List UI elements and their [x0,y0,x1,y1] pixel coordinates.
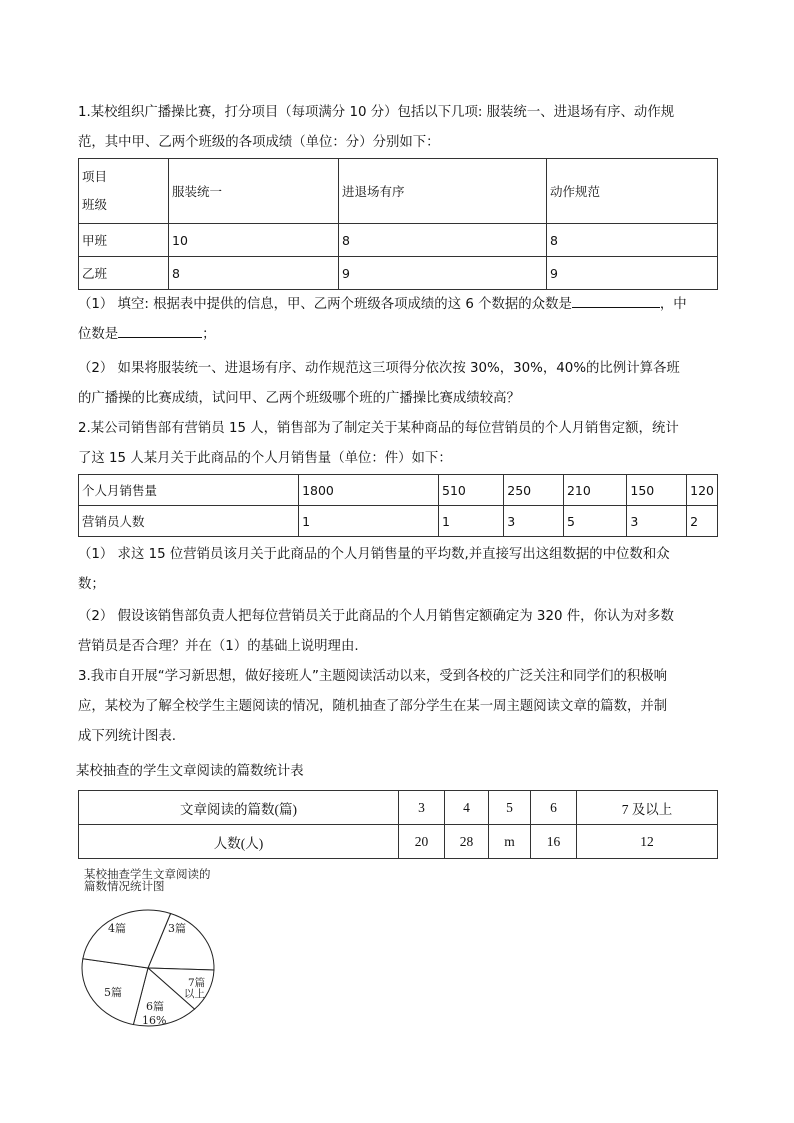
header-cell: 进退场有序 [339,159,547,224]
pie-svg [78,892,238,1042]
row-label: 营销员人数 [79,506,299,537]
q1-sub1-line2: 位数是 ； [78,320,718,350]
table-cell: 28 [445,825,489,859]
row-label: 文章阅读的篇数(篇) [79,791,399,825]
pie-chart [78,868,238,1042]
table-row [79,506,718,537]
q2-sub1-line1: （1） 求这 15 位营销员该月关于此商品的个人月销售量的平均数,并直接写出这组数据的中位数和众 [78,547,670,562]
answer-blank-median[interactable] [118,323,202,338]
q2-sub1-line2: 数； [78,577,105,592]
table-cell: 9 [547,257,718,290]
q1-stem-line2: 范，其中甲、乙两个班级的各项成绩（单位：分）分别如下： [78,135,440,150]
corner-bottom-label: 班级 [82,197,108,212]
header-cell: 服装统一 [169,159,339,224]
slice-label-3: 3篇 [168,922,186,935]
table-cell: 20 [399,825,445,859]
q3-stem-line3: 成下列统计图表. [78,729,176,744]
table-cell: 1800 [299,475,439,506]
row-label: 乙班 [79,257,169,290]
table-cell: 8 [547,224,718,257]
slice-label-5: 5篇 [104,986,122,999]
row-label: 甲班 [79,224,169,257]
q3-stem-line1: 3.我市自开展“学习新思想，做好接班人”主题阅读活动以来，受到各校的广泛关注和同学们的积极响 [78,669,668,684]
corner-top-label: 项目 [82,169,108,184]
table-row [79,224,718,257]
table-cell: 7 及以上 [577,791,718,825]
table-cell: 3 [627,506,687,537]
q2-stem-line1: 2.某公司销售部有营销员 15 人，销售部为了制定关于某种商品的每位营销员的个人月销售定额，统计 [78,421,679,436]
worksheet [78,98,718,859]
table-cell: 10 [169,224,339,257]
slice-label-6-line2: 16% [142,1014,167,1027]
table-row [79,825,718,859]
corner-cell [79,159,169,224]
q2-sub2-line2: 营销员是否合理？并在（1）的基础上说明理由. [78,639,359,654]
q2-sub2-line1: （2） 假设该销售部负责人把每位营销员关于此商品的个人月销售定额确定为 320 件，你认为对多数 [78,609,674,624]
q2-stem-line2: 了这 15 人某月关于此商品的个人月销售量（单位：件）如下： [78,451,452,466]
table-cell: 1 [439,506,504,537]
table-row [79,475,718,506]
table-cell: m [489,825,531,859]
table-cell: 5 [563,506,626,537]
table-cell: 8 [169,257,339,290]
chart-title-line2: 篇数情况统计图 [84,879,165,893]
table-cell: 3 [504,506,564,537]
table-cell: 150 [627,475,687,506]
table-cell: 4 [445,791,489,825]
row-label: 个人月销售量 [79,475,299,506]
table-cell: 8 [339,224,547,257]
table-cell: 3 [399,791,445,825]
q3-table-caption: 某校抽查的学生文章阅读的篇数统计表 [76,764,304,779]
answer-blank-mode[interactable] [572,293,660,308]
slice-label-6-line1: 6篇 [146,1000,164,1013]
table-cell: 9 [339,257,547,290]
q3-reading-table [78,790,718,859]
q1-score-table [78,158,718,290]
table-cell: 5 [489,791,531,825]
table-row [79,257,718,290]
table-cell: 6 [531,791,577,825]
header-cell: 动作规范 [547,159,718,224]
q2-sales-table [78,474,718,537]
row-label: 人数(人) [79,825,399,859]
q1-sub2-line1: （2） 如果将服装统一、进退场有序、动作规范这三项得分依次按 30%，30%，40%的比例计算各班 [78,361,680,376]
table-cell: 2 [687,506,718,537]
table-cell: 1 [299,506,439,537]
table-cell: 510 [439,475,504,506]
chart-title-line1: 某校抽查学生文章阅读的 [84,867,211,881]
q3-stem-line2: 应，某校为了解全校学生主题阅读的情况，随机抽查了部分学生在某一周主题阅读文章的篇数，并制 [78,699,668,714]
table-cell: 16 [531,825,577,859]
table-cell: 120 [687,475,718,506]
slice-label-7plus-line2: 以上 [184,988,205,1000]
slice-label-7plus-line1: 7篇 [188,977,206,989]
q1-stem-line1: 1.某校组织广播操比赛，打分项目（每项满分 10 分）包括以下几项: 服装统一、进退场有序、动作规 [78,105,675,120]
table-row [79,791,718,825]
table-cell: 210 [563,475,626,506]
slice-label-4: 4篇 [108,922,126,935]
q1-sub1-line1: （1） 填空: 根据表中提供的信息，甲、乙两个班级各项成绩的这 6 个数据的众数是 ，中 [78,290,718,320]
q1-sub2-line2: 的广播操的比赛成绩，试问甲、乙两个班级哪个班的广播操比赛成绩较高？ [78,391,520,406]
table-cell: 250 [504,475,564,506]
table-cell: 12 [577,825,718,859]
